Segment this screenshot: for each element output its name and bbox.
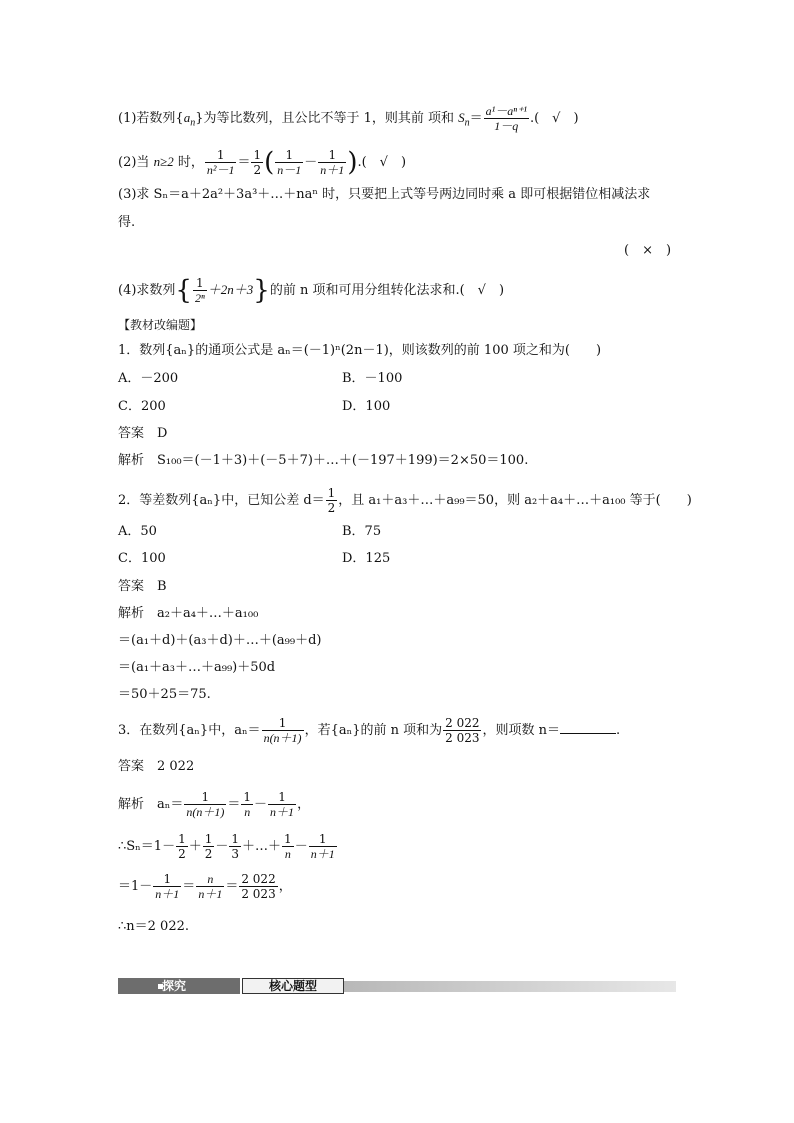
q3-l2-f2-den: 2 bbox=[204, 847, 213, 861]
section-banner bbox=[118, 975, 676, 997]
q3-l2-f2-num: 1 bbox=[204, 832, 213, 846]
q3-l3-end: ， bbox=[278, 879, 292, 894]
item4-text-pre: (4)求数列 bbox=[118, 283, 176, 298]
section-title: 【教材改编题】 bbox=[118, 318, 203, 332]
q3-l2-f2 bbox=[203, 832, 215, 861]
q3-s-frac bbox=[443, 716, 481, 745]
q3-l3-f3-den: 2 023 bbox=[241, 887, 276, 901]
q3-analysis-label: 解析 aₙ＝ bbox=[118, 797, 184, 812]
judge-item-1 bbox=[118, 104, 579, 133]
right-paren: ) bbox=[347, 147, 358, 178]
q1-option-d: D．100 bbox=[342, 399, 391, 414]
q2-option-b: B．75 bbox=[342, 524, 382, 539]
q3-l3-f2 bbox=[196, 872, 224, 901]
q3-answer: 答案 2 022 bbox=[118, 759, 195, 774]
q3-l3-f2-den: n＋1 bbox=[198, 887, 223, 901]
q3-stem-pre: 3．在数列{aₙ}中，aₙ＝ bbox=[118, 723, 261, 738]
q3-a-num: 1 bbox=[262, 716, 304, 731]
item2-half-frac bbox=[251, 148, 263, 177]
q2-analysis-line3: ＝(a₁＋a₃＋…＋a₉₉)＋50d bbox=[118, 660, 276, 675]
q3-analysis-line2 bbox=[118, 832, 338, 861]
equals-sign: ＝ bbox=[182, 879, 196, 894]
q3-l1-f2-num: 1 bbox=[243, 790, 252, 804]
q3-l3-pre: ＝1－ bbox=[118, 879, 153, 894]
q1-analysis: 解析 S₁₀₀＝(－1＋3)＋(－5＋7)＋…＋(－197＋199)＝2×50＝100. bbox=[118, 453, 529, 468]
q2-d-frac bbox=[326, 486, 338, 515]
item1-fraction bbox=[484, 104, 529, 133]
q3-analysis-line4: ∴n＝2 022. bbox=[118, 919, 189, 934]
q3-l2-f5-num: 1 bbox=[309, 832, 337, 847]
q3-l2-pre: ∴Sₙ＝1－ bbox=[118, 839, 176, 854]
q3-s-num: 2 022 bbox=[445, 716, 480, 730]
item1-S: S bbox=[458, 110, 465, 125]
q3-stem-mid: ，若{aₙ}的前 n 项和为 bbox=[304, 723, 443, 738]
q3-l2-f3 bbox=[229, 832, 241, 861]
q3-l2-f5 bbox=[309, 832, 337, 861]
banner-label-core: 核心题型 bbox=[242, 978, 344, 994]
item4-frac bbox=[193, 276, 207, 305]
item2-lhs-den: n²－1 bbox=[206, 163, 235, 177]
item2-lhs-num: 1 bbox=[205, 148, 237, 163]
q3-l1-end: ， bbox=[297, 797, 311, 812]
judge-item-2 bbox=[118, 148, 406, 177]
q3-l1-eq: ＝ bbox=[227, 797, 241, 812]
q3-l2-f5-den: n＋1 bbox=[310, 847, 335, 861]
item1-text-pre: (1)若数列{ bbox=[118, 111, 184, 126]
q2-option-c: C．100 bbox=[118, 551, 166, 566]
q3-analysis-line1 bbox=[118, 790, 310, 819]
left-brace: { bbox=[175, 275, 192, 306]
q2-analysis-line2: ＝(a₁＋d)＋(a₃＋d)＋…＋(a₉₉＋d) bbox=[118, 633, 322, 648]
q3-s-den: 2 023 bbox=[445, 731, 480, 745]
q3-l1-f1-num: 1 bbox=[184, 790, 226, 805]
q3-l2-f3-num: 1 bbox=[231, 832, 240, 846]
q3-l1-minus: － bbox=[254, 797, 268, 812]
item1-S-sub: n bbox=[464, 117, 470, 129]
item2-cond: n≥2 bbox=[153, 154, 174, 169]
item2-text-post: 时， bbox=[173, 155, 204, 170]
q3-l2-f1-num: 1 bbox=[178, 832, 186, 846]
q3-l1-f3-num: 1 bbox=[268, 790, 296, 805]
item4-tail: ＋2n＋3 bbox=[207, 282, 254, 297]
item4-den: 2ⁿ bbox=[194, 291, 205, 305]
q2-option-d: D．125 bbox=[342, 551, 391, 566]
q1-answer: 答案 D bbox=[118, 426, 168, 441]
q1-option-c: C．200 bbox=[118, 399, 166, 414]
q3-stem bbox=[118, 716, 620, 745]
item1-text-mid: }为等比数列，且公比不等于 1，则其前 bbox=[195, 111, 428, 126]
item2-b-den: n＋1 bbox=[320, 163, 345, 177]
q2-stem-pre: 2．等差数列{aₙ}中，已知公差 d＝ bbox=[118, 493, 325, 508]
q3-l2-mid: ＋…＋ bbox=[242, 839, 282, 854]
q3-stem-post: ，则项数 n＝ bbox=[482, 723, 560, 738]
q3-l2-f3-den: 3 bbox=[231, 847, 240, 861]
item2-a-num: 1 bbox=[275, 148, 303, 163]
right-brace: } bbox=[253, 275, 270, 306]
q3-a-den: n(n＋1) bbox=[263, 731, 302, 745]
q3-l3-f1 bbox=[153, 872, 181, 901]
q3-l1-f3 bbox=[268, 790, 296, 819]
q3-l2-f1-den: 2 bbox=[178, 847, 186, 861]
item4-text-post: 的前 n 项和可用分组转化法求和. bbox=[269, 283, 460, 298]
answer-blank[interactable] bbox=[560, 721, 616, 734]
q3-l1-f1 bbox=[184, 790, 226, 819]
plus-sign: ＋ bbox=[188, 839, 202, 854]
banner-gradient-tail bbox=[344, 981, 676, 992]
item2-half-num: 1 bbox=[253, 148, 262, 162]
item4-num: 1 bbox=[193, 276, 207, 291]
q3-l2-f1 bbox=[176, 832, 188, 861]
q3-a-frac bbox=[262, 716, 304, 745]
q2-stem bbox=[118, 486, 692, 515]
item1-text-post: 项和 bbox=[428, 111, 459, 126]
q3-l1-f1-den: n(n＋1) bbox=[186, 805, 225, 819]
q2-analysis-line4: ＝50＋25＝75. bbox=[118, 687, 211, 702]
item1-sub: n bbox=[190, 117, 196, 129]
q3-stem-end: . bbox=[616, 723, 621, 738]
q3-l1-f2-den: n bbox=[244, 805, 251, 819]
item2-a-frac bbox=[275, 148, 303, 177]
item2-b-frac bbox=[318, 148, 346, 177]
item2-eq: ＝ bbox=[237, 155, 251, 170]
judge-item-4 bbox=[118, 276, 504, 305]
item1-a: a bbox=[183, 110, 191, 125]
q3-l2-f4-den: n bbox=[284, 847, 291, 861]
minus-sign: － bbox=[215, 839, 229, 854]
banner-label-explore: 探究 bbox=[162, 979, 187, 993]
item2-lhs-frac bbox=[205, 148, 237, 177]
q3-l3-f2-num: n bbox=[196, 872, 224, 887]
q3-l3-f1-den: n＋1 bbox=[155, 887, 180, 901]
q2-answer: 答案 B bbox=[118, 579, 167, 594]
item2-a-den: n－1 bbox=[277, 163, 302, 177]
item1-frac-den: 1－q bbox=[494, 119, 519, 133]
item2-b-num: 1 bbox=[318, 148, 346, 163]
item3-line2: 得. bbox=[118, 215, 136, 230]
q2-d-num: 1 bbox=[327, 486, 336, 500]
q2-option-a: A．50 bbox=[118, 524, 157, 539]
item4-mark: ( √ ) bbox=[459, 283, 505, 298]
item2-minus: － bbox=[304, 155, 318, 170]
q3-l3-f3-num: 2 022 bbox=[241, 872, 276, 886]
item1-mark: .( √ ) bbox=[529, 111, 579, 126]
q1-stem: 1．数列{aₙ}的通项公式是 aₙ＝(－1)ⁿ(2n－1)，则该数列的前 100 项之和为( ) bbox=[118, 343, 602, 358]
q3-analysis-line3 bbox=[118, 872, 292, 901]
item1-frac-num: a¹－aⁿ⁺¹ bbox=[485, 104, 527, 118]
item2-half-den: 2 bbox=[253, 163, 262, 177]
q1-option-a: A．－200 bbox=[118, 371, 179, 386]
item3-mark: ( × ) bbox=[624, 243, 672, 258]
q2-stem-post: ，且 a₁＋a₃＋…＋a₉₉＝50，则 a₂＋a₄＋…＋a₁₀₀ 等于( ) bbox=[338, 493, 692, 508]
item3-line1: (3)求 Sₙ＝a＋2a²＋3a³＋…＋naⁿ 时，只要把上式等号两边同时乘 a 即可根据错位相减法求 bbox=[118, 187, 651, 202]
q3-l1-f2 bbox=[241, 790, 253, 819]
equals-sign: ＝ bbox=[225, 879, 239, 894]
q3-l3-f3 bbox=[239, 872, 277, 901]
q2-d-den: 2 bbox=[327, 501, 336, 515]
q3-l2-f4-num: 1 bbox=[284, 832, 292, 846]
item2-text-pre: (2)当 bbox=[118, 155, 154, 170]
minus-sign: － bbox=[294, 839, 308, 854]
item1-eq: ＝ bbox=[469, 111, 483, 126]
q3-l1-f3-den: n＋1 bbox=[270, 805, 295, 819]
item2-mark: .( √ ) bbox=[357, 155, 407, 170]
q2-analysis-line1: 解析 a₂＋a₄＋…＋a₁₀₀ bbox=[118, 606, 259, 621]
q1-option-b: B．－100 bbox=[342, 371, 403, 386]
q3-l3-f1-num: 1 bbox=[153, 872, 181, 887]
left-paren: ( bbox=[264, 147, 275, 178]
q3-l2-f4 bbox=[282, 832, 294, 861]
